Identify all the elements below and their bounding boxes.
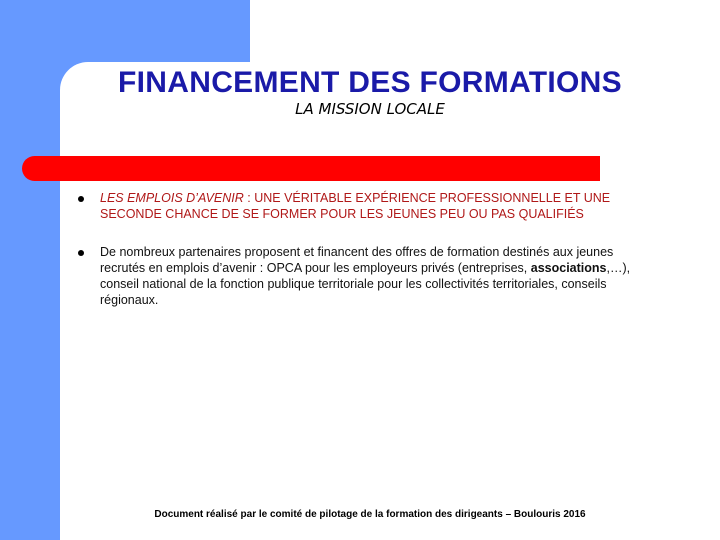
slide-footer: Document réalisé par le comité de pilotage de la formation des dirigeants – Boulouris 2016	[154, 509, 586, 520]
bullet-item	[78, 244, 658, 308]
divider-bar	[22, 156, 600, 181]
bullet-list	[78, 190, 658, 330]
bullet-text: ,…), conseil national de la fonction publique territoriale pour les collectivités territoriales, conseils régionaux.	[100, 261, 631, 307]
bullet-emphasis: LES EMPLOIS D’AVENIR	[100, 191, 244, 205]
slide-title: FINANCEMENT DES FORMATIONS	[118, 66, 622, 99]
bullet-text: De nombreux partenaires proposent et financent des offres de formation destinés aux jeunes recrutés en emplois d’avenir : OPCA pour les employeurs privés (entreprises,	[100, 245, 614, 275]
bullet-bold-text: associations	[530, 261, 607, 275]
bullet-item	[78, 190, 658, 222]
slide-subtitle: LA MISSION LOCALE	[295, 100, 445, 118]
bullet-text: : UNE VÉRITABLE EXPÉRIENCE PROFESSIONNELLE ET UNE SECONDE CHANCE DE SE FORMER POUR LES JEUNES PEU OU PAS QUALIFIÉS	[100, 191, 611, 221]
bullet-dot-icon	[78, 196, 84, 202]
bullet-dot-icon	[78, 250, 84, 256]
